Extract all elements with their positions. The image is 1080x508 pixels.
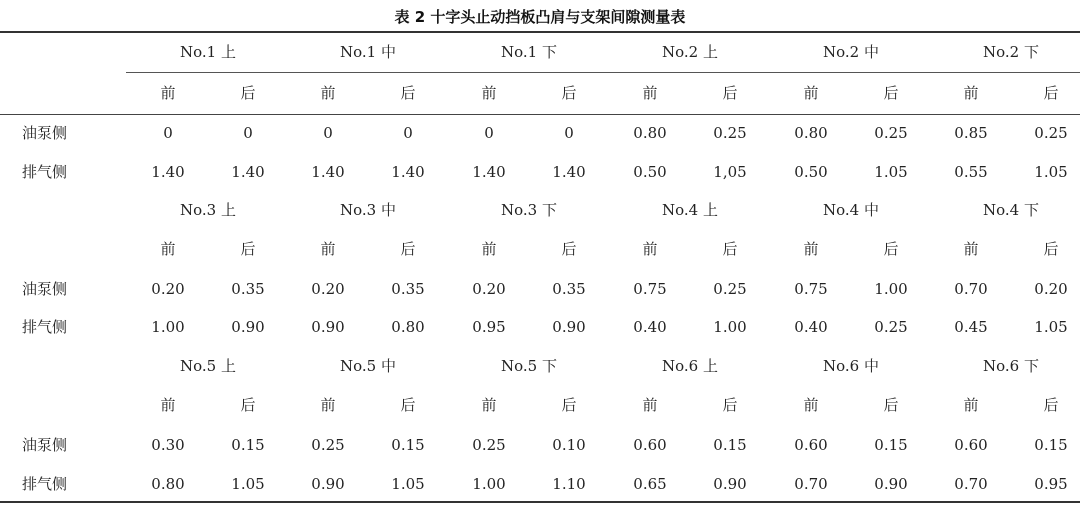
group-header: No.6 下 xyxy=(983,357,1039,375)
sub-header-back: 后 xyxy=(561,84,577,102)
table-cell: 0.90 xyxy=(311,475,345,493)
group-header: No.5 上 xyxy=(180,357,236,375)
group-header: No.4 中 xyxy=(823,201,879,219)
table-cell: 0.15 xyxy=(231,436,265,454)
sub-header-back: 后 xyxy=(1043,240,1059,258)
table-cell: 1.00 xyxy=(151,318,185,336)
table-cell: 1.40 xyxy=(151,163,185,181)
table-cell: 0.75 xyxy=(633,280,667,298)
group-header: No.5 中 xyxy=(340,357,396,375)
table-cell: 0.60 xyxy=(794,436,828,454)
table-cell: 0 xyxy=(403,124,413,142)
sub-header-front: 前 xyxy=(803,396,819,414)
table-cell: 0.50 xyxy=(633,163,667,181)
sub-header-front: 前 xyxy=(803,240,819,258)
table-cell: 0.20 xyxy=(1034,280,1068,298)
table-cell: 0.25 xyxy=(713,124,747,142)
sub-header-front: 前 xyxy=(481,240,497,258)
table-cell: 1.40 xyxy=(472,163,506,181)
table-cell: 1.05 xyxy=(391,475,425,493)
table-cell: 1.05 xyxy=(874,163,908,181)
table-cell: 0.90 xyxy=(713,475,747,493)
table-cell: 1,05 xyxy=(713,163,747,181)
table-cell: 1.00 xyxy=(874,280,908,298)
table-cell: 0 xyxy=(243,124,253,142)
table-cell: 1.40 xyxy=(311,163,345,181)
table-cell: 0 xyxy=(163,124,173,142)
table-cell: 0.20 xyxy=(472,280,506,298)
sub-header-front: 前 xyxy=(320,396,336,414)
sub-header-back: 后 xyxy=(400,396,416,414)
sub-header-back: 后 xyxy=(883,240,899,258)
table-cell: 0.90 xyxy=(552,318,586,336)
table-cell: 1.10 xyxy=(552,475,586,493)
table-cell: 0.95 xyxy=(1034,475,1068,493)
table-cell: 0.90 xyxy=(311,318,345,336)
sub-header-front: 前 xyxy=(963,396,979,414)
table-cell: 0.25 xyxy=(874,124,908,142)
group-header: No.2 中 xyxy=(823,43,879,61)
table-cell: 0.90 xyxy=(231,318,265,336)
table-cell: 0 xyxy=(564,124,574,142)
group-header: No.3 中 xyxy=(340,201,396,219)
table-cell: 0.70 xyxy=(794,475,828,493)
sub-header-back: 后 xyxy=(400,240,416,258)
table-cell: 0.35 xyxy=(391,280,425,298)
sub-header-back: 后 xyxy=(400,84,416,102)
table-cell: 0 xyxy=(484,124,494,142)
sub-header-back: 后 xyxy=(561,396,577,414)
group-header: No.4 下 xyxy=(983,201,1039,219)
table-cell: 0.20 xyxy=(151,280,185,298)
table-cell: 0.25 xyxy=(1034,124,1068,142)
sub-header-front: 前 xyxy=(803,84,819,102)
table-cell: 0.55 xyxy=(954,163,988,181)
table-title: 表 2 十字头止动挡板凸肩与支架间隙测量表 xyxy=(394,8,686,26)
table-cell: 0.25 xyxy=(311,436,345,454)
table-cell: 0.10 xyxy=(552,436,586,454)
sub-header-front: 前 xyxy=(963,240,979,258)
row-label: 油泵侧 xyxy=(22,124,68,142)
table-cell: 0.25 xyxy=(713,280,747,298)
row-label: 排气侧 xyxy=(22,318,68,336)
table-cell: 0.25 xyxy=(874,318,908,336)
table-cell: 0.70 xyxy=(954,475,988,493)
group-header: No.5 下 xyxy=(501,357,557,375)
group-header: No.3 上 xyxy=(180,201,236,219)
group-header: No.6 中 xyxy=(823,357,879,375)
table-cell: 0.80 xyxy=(794,124,828,142)
sub-header-back: 后 xyxy=(240,84,256,102)
table-cell: 0.80 xyxy=(391,318,425,336)
group-header: No.1 中 xyxy=(340,43,396,61)
sub-header-front: 前 xyxy=(642,240,658,258)
table-cell: 0 xyxy=(323,124,333,142)
sub-header-back: 后 xyxy=(240,240,256,258)
sub-header-front: 前 xyxy=(160,240,176,258)
table-cell: 0.90 xyxy=(874,475,908,493)
table-cell: 0.75 xyxy=(794,280,828,298)
sub-header-front: 前 xyxy=(642,84,658,102)
table-cell: 0.65 xyxy=(633,475,667,493)
table-cell: 1.05 xyxy=(231,475,265,493)
table-cell: 1.40 xyxy=(391,163,425,181)
sub-header-back: 后 xyxy=(561,240,577,258)
sub-header-back: 后 xyxy=(722,240,738,258)
sub-header-front: 前 xyxy=(642,396,658,414)
table-cell: 1.40 xyxy=(552,163,586,181)
group-header: No.2 上 xyxy=(662,43,718,61)
table-cell: 1.05 xyxy=(1034,163,1068,181)
table-cell: 0.15 xyxy=(1034,436,1068,454)
sub-header-back: 后 xyxy=(883,84,899,102)
group-header: No.2 下 xyxy=(983,43,1039,61)
bottom-rule xyxy=(0,501,1080,503)
table-cell: 0.15 xyxy=(874,436,908,454)
group-header: No.4 上 xyxy=(662,201,718,219)
sub-header-back: 后 xyxy=(722,84,738,102)
sub-header-front: 前 xyxy=(160,84,176,102)
top-rule xyxy=(0,31,1080,33)
group-header-rule xyxy=(126,72,1080,73)
table-cell: 0.40 xyxy=(633,318,667,336)
table-cell: 0.30 xyxy=(151,436,185,454)
group-header: No.1 上 xyxy=(180,43,236,61)
group-header: No.6 上 xyxy=(662,357,718,375)
row-label: 排气侧 xyxy=(22,475,68,493)
table-cell: 0.85 xyxy=(954,124,988,142)
table-cell: 0.15 xyxy=(713,436,747,454)
table-cell: 0.80 xyxy=(633,124,667,142)
sub-header-front: 前 xyxy=(320,84,336,102)
group-header: No.3 下 xyxy=(501,201,557,219)
table-cell: 1.00 xyxy=(472,475,506,493)
sub-header-front: 前 xyxy=(160,396,176,414)
row-label: 排气侧 xyxy=(22,163,68,181)
header-rule xyxy=(0,114,1080,115)
table-cell: 1.05 xyxy=(1034,318,1068,336)
table-cell: 0.60 xyxy=(954,436,988,454)
table-cell: 0.15 xyxy=(391,436,425,454)
table-cell: 0.45 xyxy=(954,318,988,336)
sub-header-back: 后 xyxy=(1043,396,1059,414)
sub-header-back: 后 xyxy=(722,396,738,414)
table-cell: 0.60 xyxy=(633,436,667,454)
row-label: 油泵侧 xyxy=(22,280,68,298)
table-cell: 0.70 xyxy=(954,280,988,298)
table-cell: 0.80 xyxy=(151,475,185,493)
table-cell: 0.35 xyxy=(231,280,265,298)
sub-header-back: 后 xyxy=(240,396,256,414)
sub-header-front: 前 xyxy=(481,396,497,414)
table-cell: 0.40 xyxy=(794,318,828,336)
sub-header-front: 前 xyxy=(320,240,336,258)
table-cell: 0.95 xyxy=(472,318,506,336)
group-header: No.1 下 xyxy=(501,43,557,61)
sub-header-back: 后 xyxy=(1043,84,1059,102)
table-cell: 1.00 xyxy=(713,318,747,336)
table-cell: 0.20 xyxy=(311,280,345,298)
row-label: 油泵侧 xyxy=(22,436,68,454)
table-cell: 1.40 xyxy=(231,163,265,181)
table-cell: 0.50 xyxy=(794,163,828,181)
sub-header-front: 前 xyxy=(963,84,979,102)
sub-header-back: 后 xyxy=(883,396,899,414)
table-cell: 0.35 xyxy=(552,280,586,298)
sub-header-front: 前 xyxy=(481,84,497,102)
table-cell: 0.25 xyxy=(472,436,506,454)
